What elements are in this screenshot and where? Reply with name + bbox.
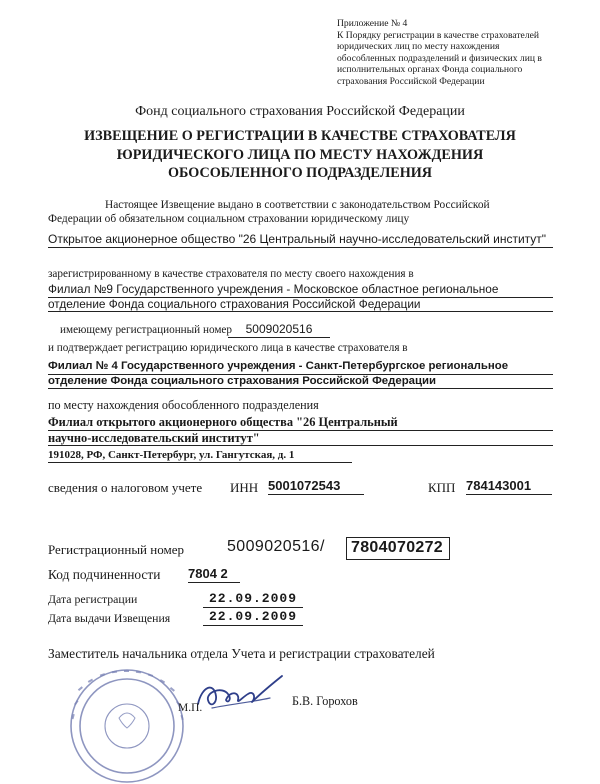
appendix-note [337,18,587,88]
title-line: ОБОСОБЛЕННОГО ПОДРАЗДЕЛЕНИЯ [167,165,433,181]
title-line: ЮРИДИЧЕСКОГО ЛИЦА ПО МЕСТУ НАХОЖДЕНИЯ [116,146,484,163]
branch9-line: отделение Фонда социального страхования Российской Федерации [48,298,553,313]
location-label: по месту нахождения обособленного подразделения [48,398,319,412]
title-line: ИЗВЕЩЕНИЕ О РЕГИСТРАЦИИ В КАЧЕСТВЕ СТРАХОВАТЕЛЯ [84,128,516,144]
appendix-line: обособленных подразделений и физических лиц в [337,52,542,64]
kpp-value: 784143001 [466,478,552,495]
registration-number-label: Регистрационный номер [48,542,184,557]
appendix-line: К Порядку регистрации в качестве страхователей [337,29,539,41]
seal-mark-label: М.П. [178,702,203,714]
registration-number-boxed: 7804070272 [346,537,450,560]
signer-name: Б.В. Горохов [292,694,358,708]
tax-info-label: сведения о налоговом учете [48,480,203,495]
appendix-line: страхования Российской Федерации [337,75,485,87]
registration-number-first: 5009020516/ [227,538,325,555]
branch4-name [48,360,553,389]
registered-place-text: зарегистрированному в качестве страхователя по месту своего нахождения в [48,268,414,280]
inn-value: 5001072543 [268,478,364,495]
fund-name: Фонд социального страхования Российской Федерации [135,104,465,119]
inn-label: ИНН [230,480,259,495]
confirm-text: и подтверждает регистрацию юридического лица в качестве страхователя в [48,342,408,354]
address: 191028, РФ, Санкт-Петербург, ул. Гангутская, д. 1 [48,449,352,463]
intro-line-2: Федерации об обязательном социальном страховании юридическому лицу [48,213,410,225]
seal-stamp-icon [52,658,202,784]
location-branch-line: Филиал открытого акционерного общества "26 Центральный [48,415,553,431]
has-reg-number-value: 5009020516 [228,322,330,338]
signature-icon [192,668,288,718]
issue-date-label: Дата выдачи Извещения [48,611,171,625]
registration-date-value: 22.09.2009 [203,591,303,608]
intro-line-1: Настоящее Извещение выдано в соответствии с законодательством Российской [105,199,490,211]
branch4-line: отделение Фонда социального страхования Российской Федерации [48,375,553,390]
subordination-label: Код подчиненности [48,567,161,582]
branch9-line: Филиал №9 Государственного учреждения - Московское областное региональное [48,283,553,298]
registration-date-label: Дата регистрации [48,592,138,606]
issue-date-value: 22.09.2009 [203,609,303,626]
location-branch-name [48,415,553,446]
has-reg-number-label: имеющему регистрационный номер [60,324,232,336]
location-branch-line: научно-исследовательский институт" [48,431,553,447]
branch9-name [48,283,553,312]
branch4-line: Филиал № 4 Государственного учреждения - Санкт-Петербургское региональное [48,360,553,375]
appendix-line: исполнительных органах Фонда социального [337,64,523,76]
document-title [0,127,600,183]
subordination-value: 7804 2 [188,566,240,583]
organization-name: Открытое акционерное общество "26 Центральный научно-исследовательский институт" [48,232,553,248]
appendix-number: Приложение № 4 [337,18,408,29]
deputy-title: Заместитель начальника отдела Учета и регистрации страхователей [48,646,435,661]
kpp-label: КПП [428,480,456,495]
appendix-line: юридических лиц по месту нахождения [337,41,500,53]
